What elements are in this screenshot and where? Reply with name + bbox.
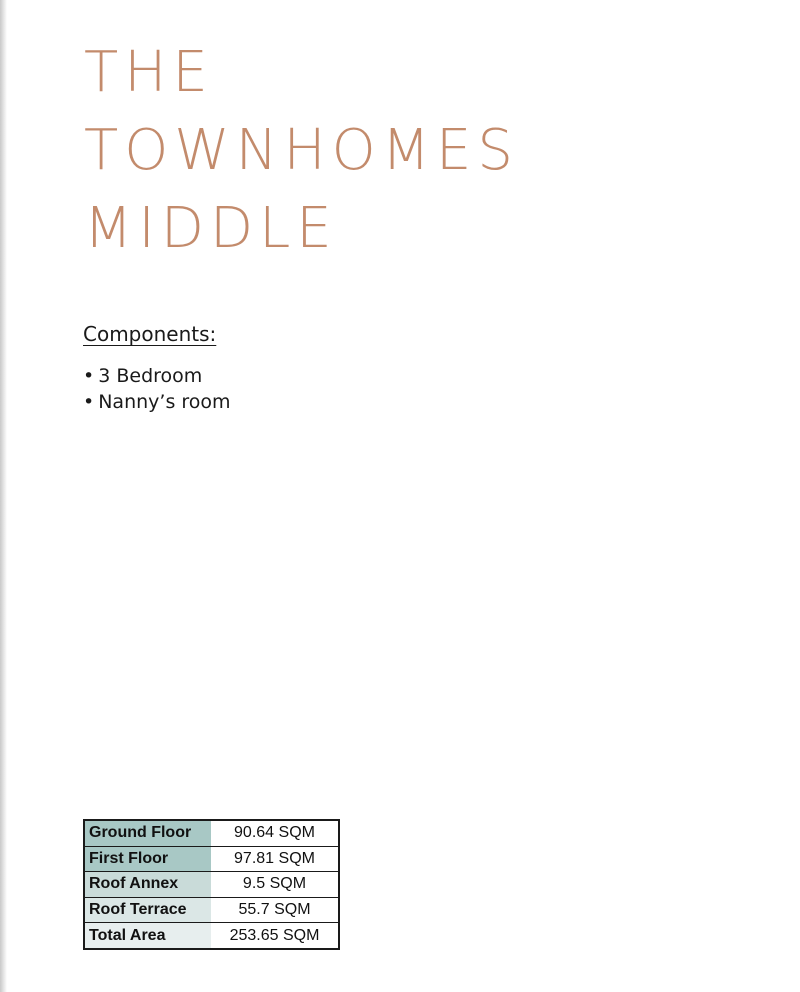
row-label: First Floor (84, 846, 211, 872)
list-item: • 3 Bedroom (83, 363, 231, 389)
table-row (84, 897, 339, 923)
table-row (84, 872, 339, 898)
page-title (84, 34, 519, 268)
row-value: 253.65 SQM (229, 926, 320, 944)
row-label: Roof Annex (84, 872, 211, 898)
table-row (84, 820, 339, 846)
row-value: 90.64 SQM (211, 820, 339, 846)
title-line-3: MIDDLE (84, 196, 338, 261)
row-label: Roof Terrace (84, 897, 211, 923)
title-line-2: TOWNHOMES (84, 118, 519, 183)
row-value: 55.7 SQM (211, 897, 339, 923)
row-value: 97.81 SQM (211, 846, 339, 872)
page-edge (0, 0, 7, 992)
title-line-1: THE (84, 40, 214, 105)
components-list (83, 363, 231, 415)
row-value: 9.5 SQM (211, 872, 339, 898)
row-label: Ground Floor (84, 820, 211, 846)
components-heading: Components: (83, 322, 217, 346)
table-row (84, 846, 339, 872)
table-row (84, 923, 339, 949)
area-table (83, 819, 340, 950)
list-item: • Nanny’s room (83, 389, 231, 415)
row-label: Total Area (84, 923, 211, 949)
